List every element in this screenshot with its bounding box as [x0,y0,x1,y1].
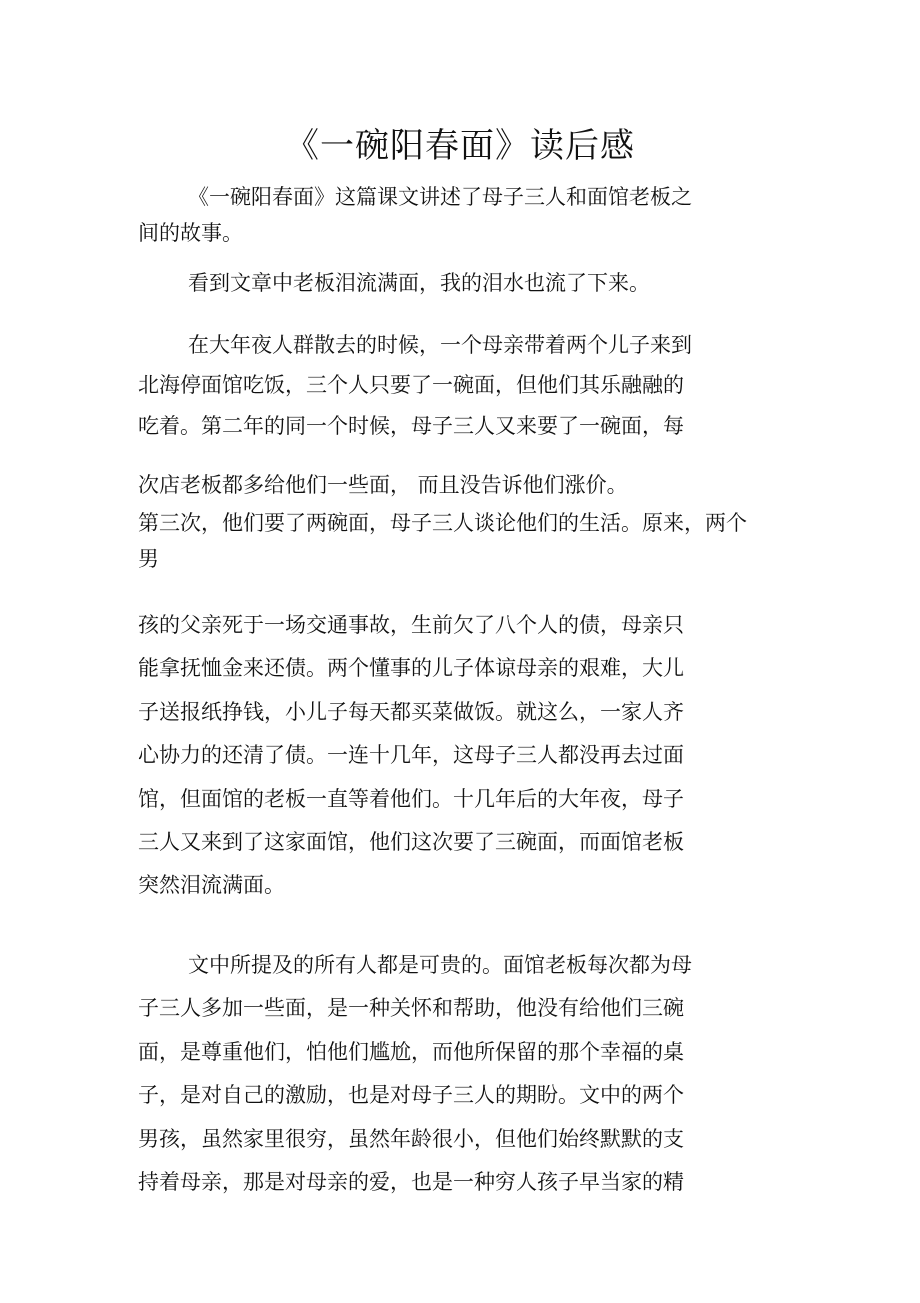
text-line: 次店老板都多给他们一些面， 而且没告诉他们涨价。 [138,473,628,497]
document-title: 《一碗阳春面》读后感 [285,126,635,166]
text-line: 吃着。第二年的同一个时候，母子三人又来要了一碗面，每 [138,414,684,438]
text-line: 看到文章中老板泪流满面，我的泪水也流了下来。 [188,271,650,295]
text-line: 心协力的还清了债。一连十几年，这母子三人都没再去过面 [138,743,684,767]
text-line: 《一碗阳春面》这篇课文讲述了母子三人和面馆老板之 [188,185,692,209]
text-line: 面，是尊重他们，怕他们尴尬，而他所保留的那个幸福的桌 [138,1040,684,1064]
text-line: 能拿抚恤金来还债。两个懂事的儿子体谅母亲的艰难，大儿 [138,656,684,680]
text-line: 在大年夜人群散去的时候，一个母亲带着两个儿子来到 [188,333,692,357]
text-line: 北海停面馆吃饭，三个人只要了一碗面，但他们其乐融融的 [138,373,684,397]
text-line: 突然泪流满面。 [138,873,285,897]
text-line: 孩的父亲死于一场交通事故，生前欠了八个人的债，母亲只 [138,613,684,637]
text-line: 男孩，虽然家里很穷，虽然年龄很小，但他们始终默默的支 [138,1127,684,1151]
text-line: 子送报纸挣钱，小儿子每天都买菜做饭。就这么，一家人齐 [138,700,684,724]
text-line: 子三人多加一些面，是一种关怀和帮助，他没有给他们三碗 [138,996,684,1020]
text-line: 间的故事。 [138,221,243,245]
text-line: 馆，但面馆的老板一直等着他们。十几年后的大年夜，母子 [138,787,684,811]
text-line: 持着母亲，那是对母亲的爱，也是一种穷人孩子早当家的精 [138,1170,684,1194]
text-line: 男 [138,547,159,571]
text-line: 子，是对自己的激励，也是对母子三人的期盼。文中的两个 [138,1083,684,1107]
text-line: 文中所提及的所有人都是可贵的。面馆老板每次都为母 [188,953,692,977]
text-line: 三人又来到了这家面馆，他们这次要了三碗面，而面馆老板 [138,830,684,854]
text-line: 第三次，他们要了两碗面，母子三人谈论他们的生活。原来，两个 [138,511,747,535]
